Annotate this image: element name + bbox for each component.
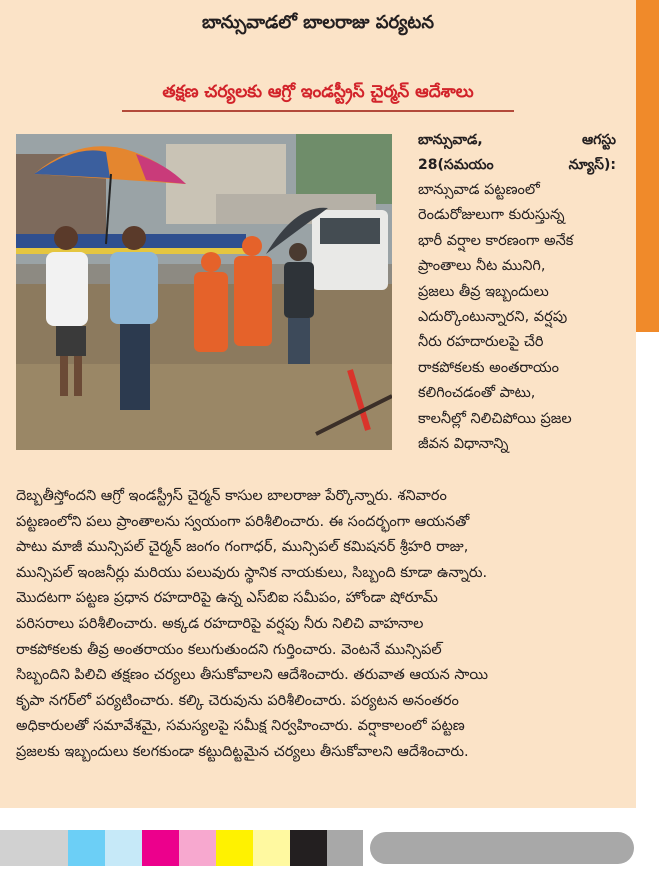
body-line: ప్రజలకు ఇబ్బందులు కలగకుండా కట్టుదిట్టమైన చర్యలు తీసుకోవాలని ఆదేశించారు. (16, 743, 469, 760)
news-photo (16, 134, 392, 450)
body-line: పాటు మాజీ మున్సిపల్ చైర్మన్ జంగం గంగాధర్, మున్సిపల్ కమిషనర్ శ్రీహరి రాజు, (16, 539, 469, 556)
swatch (216, 830, 253, 866)
swatch (0, 830, 68, 866)
side-line: భారీ వర్షాల కారణంగా అనేక (418, 232, 574, 249)
dateline (418, 128, 616, 178)
side-line: బాన్సువాడ పట్టణంలో (418, 182, 540, 198)
body-line: దెబ్బతీస్తోందని ఆగ్రో ఇండస్ట్రీస్ చైర్మన్ కాసుల బాలరాజు పేర్కొన్నారు. శనివారం (16, 488, 447, 504)
flood-scene-illustration (16, 134, 392, 450)
body-line: మొదటగా పట్టణ ప్రధాన రహదారిపై ఉన్న ఎస్‌బిఐ సమీపం, హోండా షోరూమ్ (16, 590, 438, 607)
subheadline: తక్షణ చర్యలకు ఆగ్రో ఇండస్ట్రీస్ చైర్మన్ ఆదేశాలు (162, 82, 474, 102)
body-text (16, 484, 616, 766)
swatch (253, 830, 290, 866)
swatch (290, 830, 327, 866)
swatch (68, 830, 105, 866)
dateline-source: న్యూస్): (568, 157, 616, 173)
side-line: కలిగించడంతో పాటు, (418, 385, 536, 402)
side-line: రెండురోజులుగా కురుస్తున్న (418, 207, 565, 224)
body-line: పట్టణంలోని పలు ప్రాంతాలను స్వయంగా పరిశీలించారు. ఈ సందర్భంగా ఆయనతో (16, 513, 470, 530)
subheadline-underline (122, 110, 514, 112)
side-line: కాలనీల్లో నిలిచిపోయి ప్రజల (418, 410, 572, 427)
side-line: జీవన విధానాన్ని (418, 436, 509, 453)
body-line: సిబ్బందిని పిలిచి తక్షణం చర్యలు తీసుకోవాలని ఆదేశించారు. తరువాత ఆయన సాయి (16, 667, 488, 684)
swatch (105, 830, 142, 866)
dateline-day: 28(సమయం (418, 157, 494, 173)
headline: బాన్సువాడలో బాలరాజు పర్యటన (202, 12, 434, 33)
dateline-month: ఆగస్టు (581, 132, 616, 148)
registration-pill (370, 832, 634, 864)
side-column-text (418, 178, 618, 457)
body-line: మున్సిపల్ ఇంజనీర్లు మరియు పలువురు స్థానిక నాయకులు, సిబ్బంది కూడా ఉన్నారు. (16, 564, 488, 581)
swatch (327, 830, 363, 866)
body-line: రాకపోకలకు తీవ్ర అంతరాయం కలుగుతుందని గుర్తించారు. వెంటనే మున్సిపల్ (16, 641, 442, 658)
body-line: పరిసరాలు పరిశీలించారు. అక్కడ రహదారిపై వర్షపు నీరు నిలిచి వాహనాల (16, 615, 424, 632)
side-line: ఎదుర్కొంటున్నారని, వర్షపు (418, 309, 568, 326)
body-line: కృపా నగర్‌లో పర్యటించారు. కల్కి చెరువును పరిశీలించారు. పర్యటన అనంతరం (16, 692, 459, 709)
car-icon (312, 210, 388, 290)
side-line: ప్రాంతాలు నీట మునిగి, (418, 258, 546, 275)
body-line: అధికారులతో సమావేశమై, సమస్యలపై సమీక్ష నిర్వహించారు. వర్షాకాలంలో పట్టణ (16, 718, 465, 735)
dateline-place: బాన్సువాడ, (418, 132, 483, 148)
swatch (142, 830, 179, 866)
side-line: నీరు రహదారులపై చేరి (418, 334, 544, 351)
swatch (179, 830, 216, 866)
side-line: రాకపోకలకు అంతరాయం (418, 359, 559, 376)
side-line: ప్రజలు తీవ్ర ఇబ్బందులు (418, 283, 549, 300)
accent-strip (636, 0, 659, 332)
